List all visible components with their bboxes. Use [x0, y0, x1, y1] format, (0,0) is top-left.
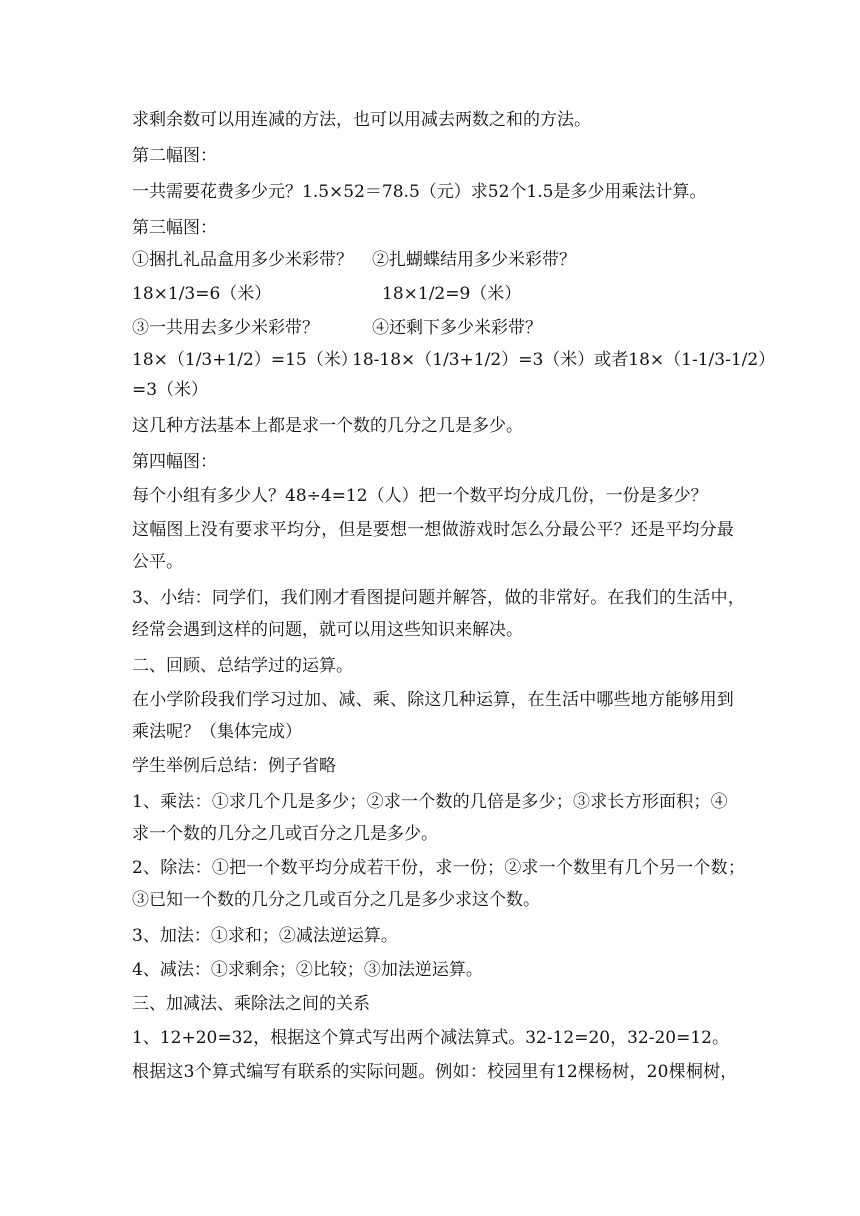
question-3: ③一共用去多少米彩带？ — [132, 318, 319, 338]
text-line: 根据这3个算式编写有联系的实际问题。例如：校园里有12棵杨树，20棵桐树， — [132, 1062, 738, 1082]
section-heading: 三、加减法、乘除法之间的关系 — [132, 994, 370, 1014]
question-1: ①捆扎礼品盒用多少米彩带？ — [132, 250, 353, 270]
formula-1: 18×1/3=6（米） — [132, 284, 272, 304]
summary-line: 3、小结：同学们，我们刚才看图提问题并解答，做的非常好。在我们的生活中， — [132, 588, 746, 608]
section-heading: 第三幅图： — [132, 218, 217, 238]
section-heading: 第二幅图： — [132, 146, 217, 166]
formula-3: 18×（1/3+1/2）=15（米） — [132, 350, 358, 370]
section-heading: 第四幅图： — [132, 452, 217, 472]
text-line: 乘法呢？（集体完成） — [132, 722, 302, 742]
list-item: 1、乘法：①求几个几是多少；②求一个数的几倍是多少；③求长方形面积；④ — [132, 792, 728, 812]
formula-2: 18×1/2=9（米） — [382, 284, 522, 304]
list-item: 2、除法：①把一个数平均分成若干份，求一份；②求一个数里有几个另一个数； — [132, 858, 746, 878]
list-item-continued: 求一个数的几分之几或百分之几是多少。 — [132, 824, 438, 844]
text-line: 公平。 — [132, 552, 183, 572]
text-line: 这幅图上没有要求平均分，但是要想一想做游戏时怎么分最公平？还是平均分最 — [132, 520, 734, 540]
section-heading: 二、回顾、总结学过的运算。 — [132, 656, 353, 676]
text-line: 学生举例后总结：例子省略 — [132, 756, 336, 776]
summary-line: 经常会遇到这样的问题，就可以用这些知识来解决。 — [132, 620, 523, 640]
list-item: 3、加法：①求和；②减法逆运算。 — [132, 926, 398, 946]
question-4: ④还剩下多少米彩带？ — [372, 318, 542, 338]
formula-4-continued: =3（米） — [132, 380, 209, 400]
list-item-continued: ③已知一个数的几分之几或百分之几是多少求这个数。 — [132, 890, 540, 910]
text-line: 1、12+20=32，根据这个算式写出两个减法算式。32-12=20，32-20=12。 — [132, 1028, 729, 1048]
text-line: 一共需要花费多少元？1.5×52＝78.5（元）求52个1.5是多少用乘法计算。 — [132, 182, 707, 202]
text-line: 在小学阶段我们学习过加、减、乘、除这几种运算，在生活中哪些地方能够用到 — [132, 690, 734, 710]
text-line: 每个小组有多少人？48÷4=12（人）把一个数平均分成几份，一份是多少？ — [132, 486, 708, 506]
list-item: 4、减法：①求剩余；②比较；③加法逆运算。 — [132, 960, 483, 980]
question-2: ②扎蝴蝶结用多少米彩带？ — [372, 250, 576, 270]
formula-4: 18-18×（1/3+1/2）=3（米）或者18×（1-1/3-1/2） — [352, 350, 776, 370]
text-line: 求剩余数可以用连减的方法，也可以用减去两数之和的方法。 — [132, 110, 591, 130]
text-line: 这几种方法基本上都是求一个数的几分之几是多少。 — [132, 416, 523, 436]
